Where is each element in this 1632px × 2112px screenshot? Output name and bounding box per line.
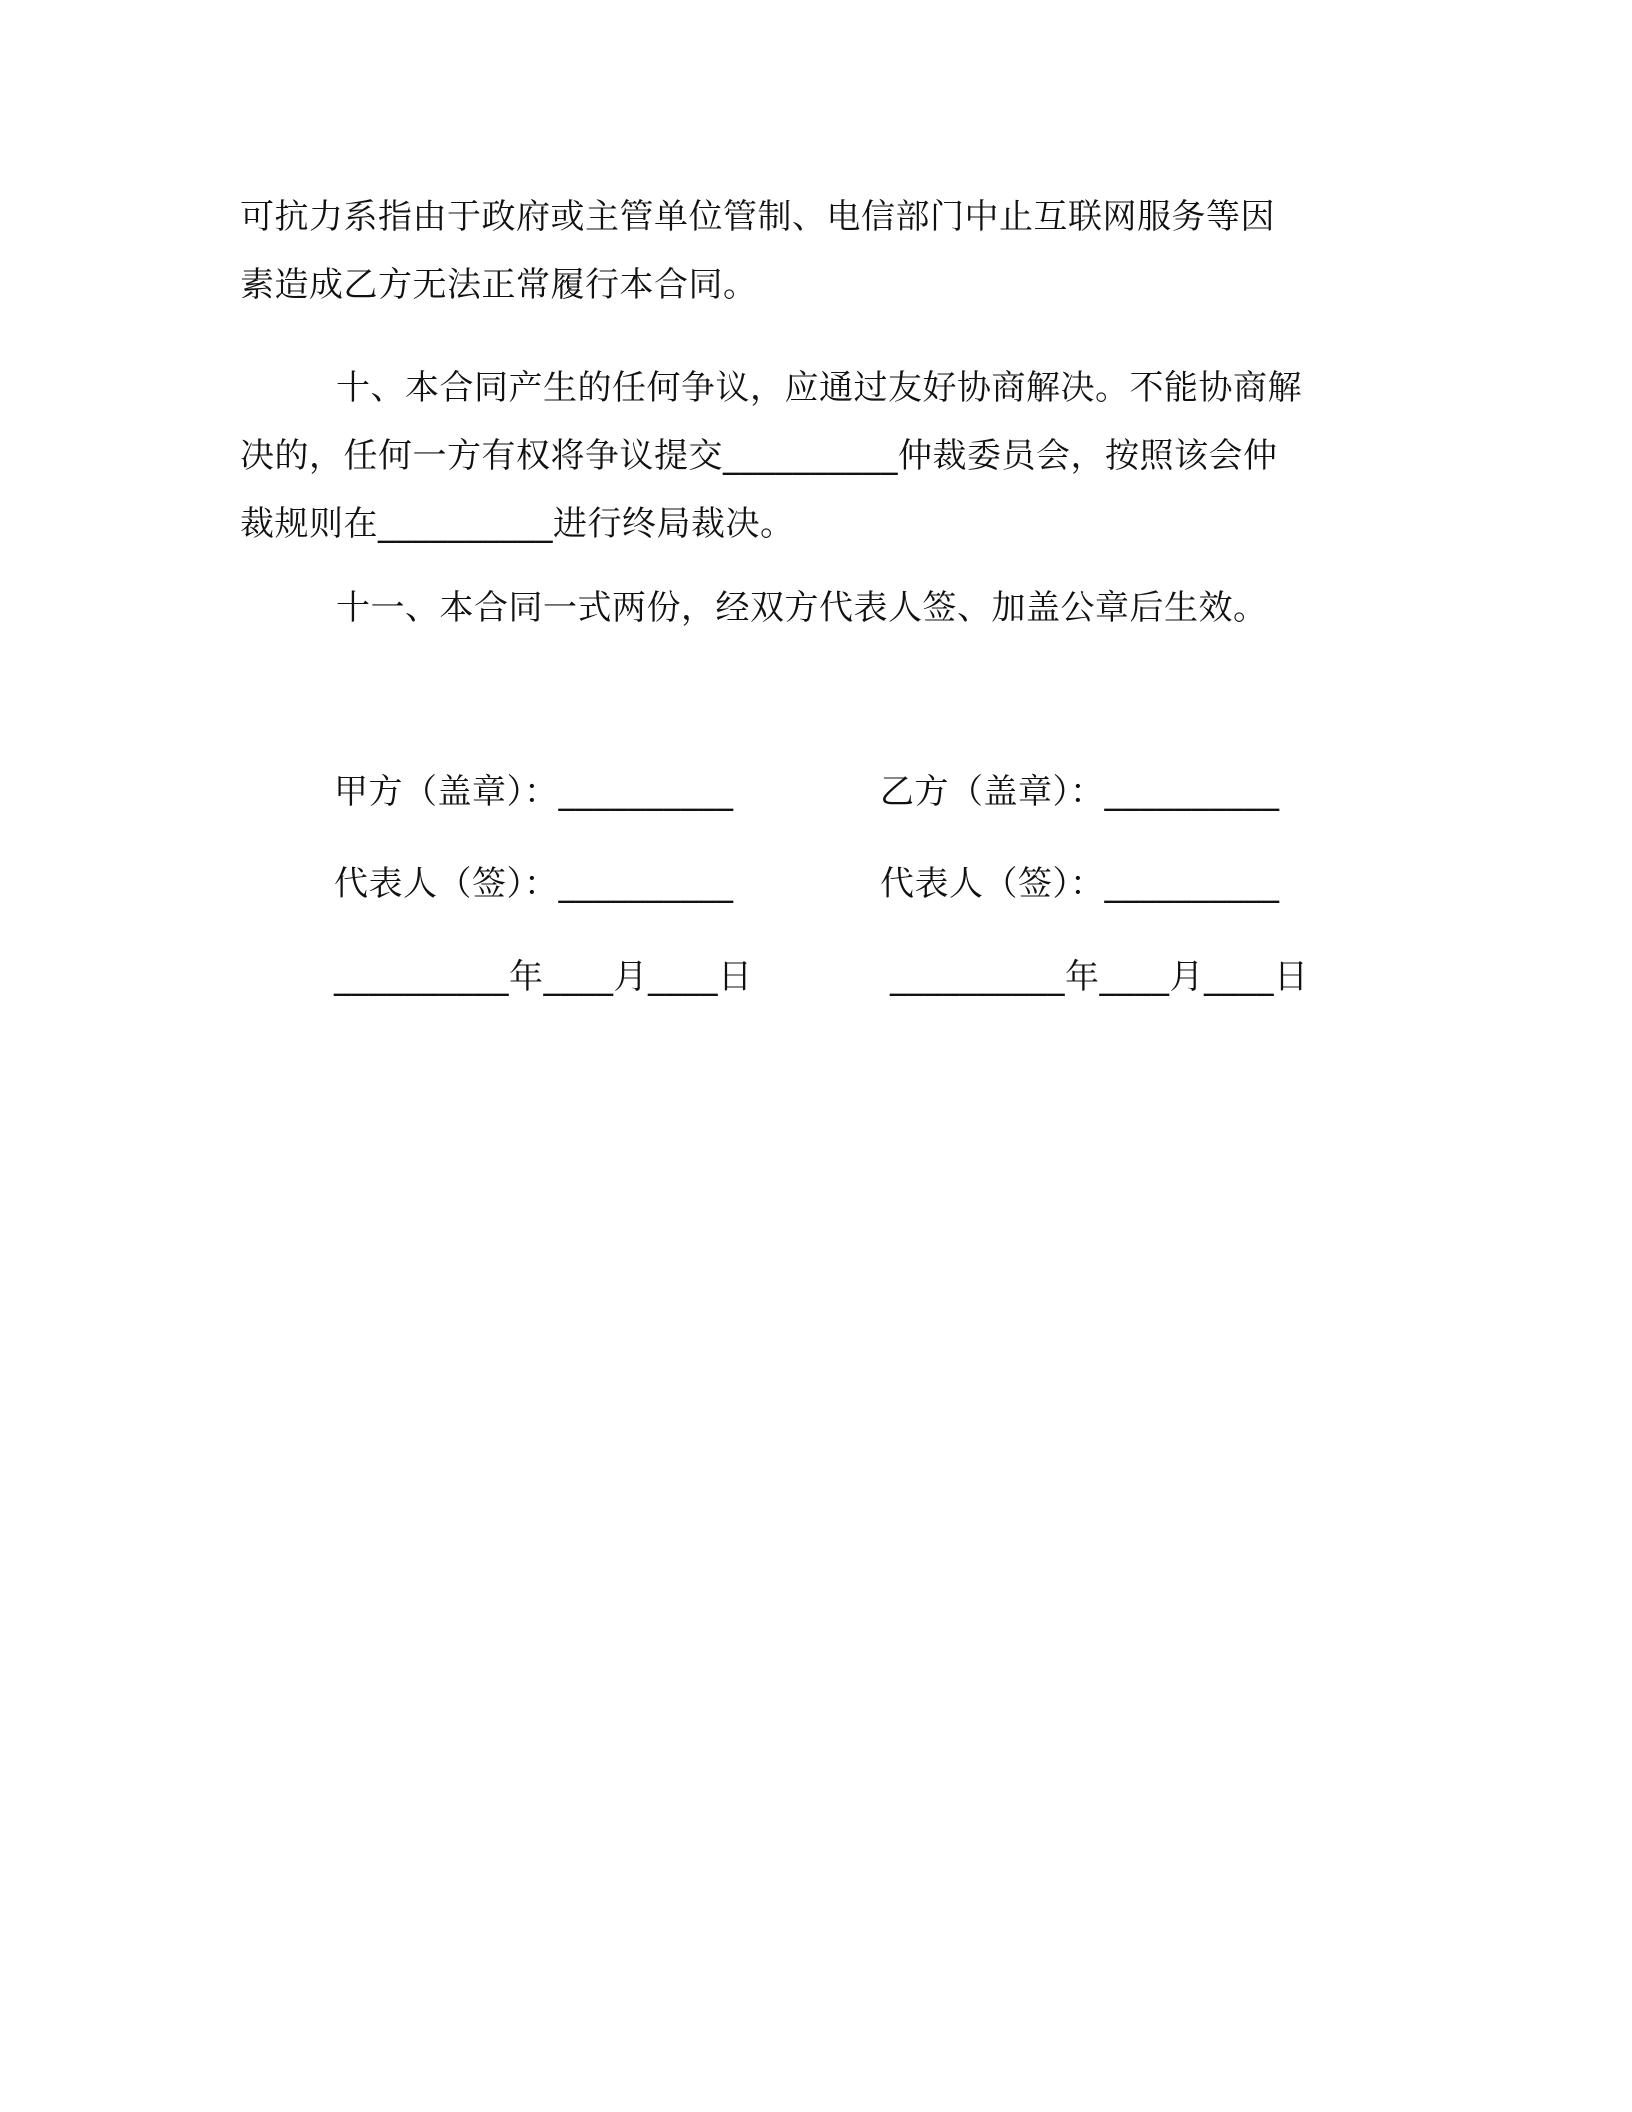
clause-10-line-3: 裁规则在__________进行终局裁决。 xyxy=(240,504,795,544)
party-a-representative-field: 代表人（签）：__________ xyxy=(334,864,734,904)
party-a-seal-field: 甲方（盖章）：__________ xyxy=(334,772,734,812)
party-b-date-field: __________年____月____日 xyxy=(890,957,1309,997)
clause-10-line-1: 十、本合同产生的任何争议，应通过友好协商解决。不能协商解 xyxy=(336,368,1302,408)
continuation-line-1: 可抗力系指由于政府或主管单位管制、电信部门中止互联网服务等因 xyxy=(240,197,1275,237)
force-majeure-continuation xyxy=(240,183,1390,319)
clause-11-effectiveness xyxy=(240,574,1390,642)
party-a-date-field: __________年____月____日 xyxy=(334,957,753,997)
clause-10-line-2: 决的，任何一方有权将争议提交__________仲裁委员会，按照该会仲 xyxy=(240,436,1278,476)
continuation-line-2: 素造成乙方无法正常履行本合同。 xyxy=(240,265,758,305)
party-b-seal-field: 乙方（盖章）：__________ xyxy=(880,772,1280,812)
party-b-representative-field: 代表人（签）：__________ xyxy=(880,864,1280,904)
clause-10-dispute-resolution xyxy=(240,354,1390,558)
clause-11-text: 十一、本合同一式两份，经双方代表人签、加盖公章后生效。 xyxy=(336,588,1268,628)
